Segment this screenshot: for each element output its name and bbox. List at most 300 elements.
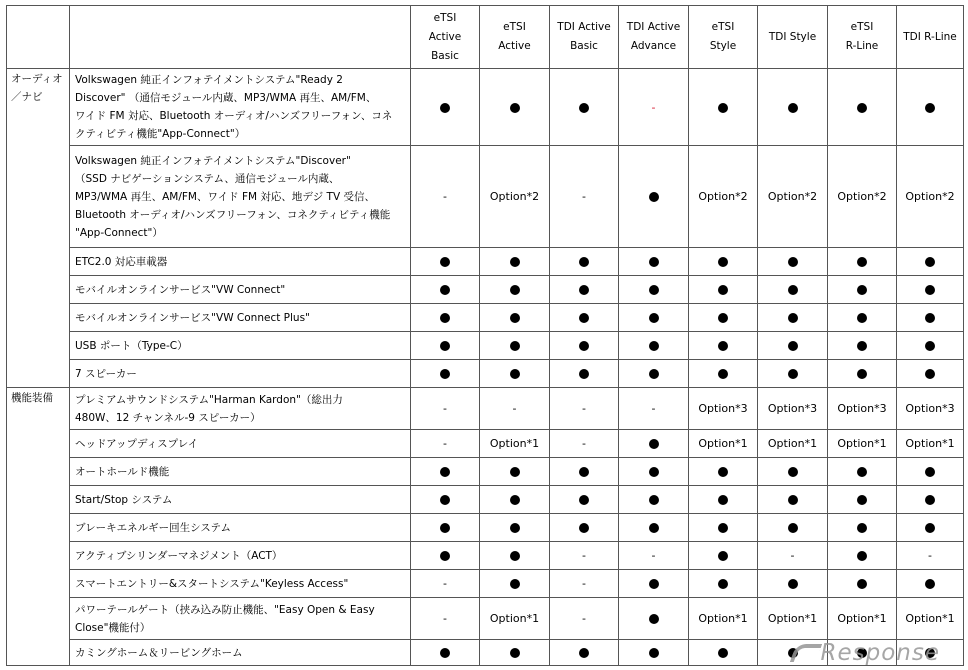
not-available-dash: - bbox=[651, 549, 656, 562]
value-cell bbox=[411, 598, 480, 640]
table-row bbox=[7, 486, 964, 514]
value-cell bbox=[828, 304, 897, 332]
option-label: Option*1 bbox=[489, 612, 540, 625]
standard-dot-icon bbox=[788, 495, 798, 505]
column-header bbox=[689, 6, 758, 69]
value-cell bbox=[689, 360, 758, 388]
table-row bbox=[7, 458, 964, 486]
standard-dot-icon bbox=[649, 523, 659, 533]
value-cell bbox=[550, 542, 619, 570]
value-cell bbox=[619, 486, 689, 514]
standard-dot-icon bbox=[510, 341, 520, 351]
standard-dot-icon bbox=[925, 313, 935, 323]
standard-dot-icon bbox=[649, 192, 659, 202]
option-label: Option*1 bbox=[837, 612, 887, 625]
standard-dot-icon bbox=[857, 313, 867, 323]
value-cell bbox=[689, 598, 758, 640]
standard-dot-icon bbox=[718, 551, 728, 561]
not-available-dash: - bbox=[582, 612, 586, 625]
standard-dot-icon bbox=[440, 551, 450, 561]
value-cell bbox=[828, 69, 897, 146]
column-header-line: Active bbox=[498, 40, 531, 52]
value-cell bbox=[689, 69, 758, 146]
value-cell bbox=[897, 514, 964, 542]
column-header-line: TDI R-Line bbox=[903, 30, 957, 43]
value-cell bbox=[411, 69, 480, 146]
value-cell bbox=[480, 640, 550, 666]
value-cell bbox=[619, 458, 689, 486]
value-cell bbox=[897, 146, 964, 248]
value-cell bbox=[550, 304, 619, 332]
standard-dot-icon bbox=[925, 369, 935, 379]
standard-dot-icon bbox=[718, 369, 728, 379]
value-cell bbox=[689, 640, 758, 666]
standard-dot-icon bbox=[925, 285, 935, 295]
value-cell bbox=[828, 542, 897, 570]
value-cell bbox=[897, 458, 964, 486]
table-row bbox=[7, 304, 964, 332]
standard-dot-icon bbox=[649, 313, 659, 323]
value-cell bbox=[480, 598, 550, 640]
standard-dot-icon bbox=[510, 551, 520, 561]
standard-dot-icon bbox=[579, 523, 589, 533]
value-cell bbox=[828, 514, 897, 542]
value-cell bbox=[758, 542, 828, 570]
standard-dot-icon bbox=[718, 285, 728, 295]
standard-dot-icon bbox=[718, 257, 728, 267]
column-header-line: eTSI bbox=[850, 21, 874, 33]
value-cell bbox=[758, 276, 828, 304]
option-label: Option*2 bbox=[489, 190, 540, 203]
value-cell bbox=[550, 430, 619, 458]
option-label: Option*1 bbox=[698, 612, 748, 625]
value-cell bbox=[480, 388, 550, 430]
value-cell bbox=[480, 248, 550, 276]
standard-dot-icon bbox=[510, 495, 520, 505]
value-cell bbox=[897, 388, 964, 430]
standard-dot-icon bbox=[857, 467, 867, 477]
value-cell bbox=[828, 430, 897, 458]
value-cell bbox=[550, 146, 619, 248]
not-available-dash: - bbox=[651, 100, 656, 114]
value-cell bbox=[619, 332, 689, 360]
option-label: Option*1 bbox=[905, 612, 955, 625]
standard-dot-icon bbox=[788, 341, 798, 351]
value-cell bbox=[411, 458, 480, 486]
standard-dot-icon bbox=[718, 579, 728, 589]
feature-name: プレミアムサウンドシステム"Harman Kardon"（総出力 480W、12 チャンネル-9 スピーカー） bbox=[70, 388, 411, 430]
value-cell bbox=[828, 360, 897, 388]
option-label: Option*2 bbox=[767, 190, 818, 203]
value-cell bbox=[897, 276, 964, 304]
value-cell bbox=[758, 69, 828, 146]
not-available-dash: - bbox=[443, 612, 447, 625]
value-cell bbox=[411, 430, 480, 458]
value-cell bbox=[411, 332, 480, 360]
not-available-dash: - bbox=[582, 437, 586, 450]
value-cell bbox=[758, 514, 828, 542]
table-row bbox=[7, 570, 964, 598]
standard-dot-icon bbox=[857, 369, 867, 379]
table-row bbox=[7, 248, 964, 276]
standard-dot-icon bbox=[925, 103, 935, 113]
standard-dot-icon bbox=[649, 579, 659, 589]
standard-dot-icon bbox=[579, 257, 589, 267]
value-cell bbox=[758, 430, 828, 458]
value-cell bbox=[689, 276, 758, 304]
option-label: Option*3 bbox=[837, 402, 887, 415]
table-row bbox=[7, 542, 964, 570]
value-cell bbox=[689, 430, 758, 458]
value-cell bbox=[897, 430, 964, 458]
feature-name: スマートエントリー&スタートシステム"Keyless Access" bbox=[70, 570, 411, 598]
value-cell bbox=[897, 332, 964, 360]
standard-dot-icon bbox=[788, 523, 798, 533]
value-cell bbox=[550, 640, 619, 666]
column-header-line: TDI Active bbox=[626, 21, 681, 33]
not-available-dash: - bbox=[443, 190, 447, 203]
table-row bbox=[7, 69, 964, 146]
column-header-line: eTSI bbox=[503, 21, 526, 33]
table-row bbox=[7, 276, 964, 304]
standard-dot-icon bbox=[510, 257, 520, 267]
standard-dot-icon bbox=[925, 341, 935, 351]
value-cell bbox=[411, 570, 480, 598]
value-cell bbox=[411, 304, 480, 332]
table-row bbox=[7, 388, 964, 430]
value-cell bbox=[897, 360, 964, 388]
column-header-line: Active bbox=[428, 30, 462, 43]
standard-dot-icon bbox=[510, 369, 520, 379]
value-cell bbox=[480, 360, 550, 388]
value-cell bbox=[828, 248, 897, 276]
value-cell bbox=[480, 304, 550, 332]
standard-dot-icon bbox=[925, 579, 935, 589]
value-cell bbox=[550, 458, 619, 486]
value-cell bbox=[619, 69, 689, 146]
standard-dot-icon bbox=[788, 579, 798, 589]
value-cell bbox=[480, 146, 550, 248]
value-cell bbox=[689, 458, 758, 486]
option-label: Option*2 bbox=[905, 190, 955, 203]
standard-dot-icon bbox=[510, 313, 520, 323]
value-cell bbox=[411, 360, 480, 388]
standard-dot-icon bbox=[440, 285, 450, 295]
standard-dot-icon bbox=[510, 648, 520, 658]
value-cell bbox=[480, 514, 550, 542]
value-cell bbox=[828, 388, 897, 430]
value-cell bbox=[411, 146, 480, 248]
column-header bbox=[828, 6, 897, 69]
value-cell bbox=[828, 458, 897, 486]
response-watermark bbox=[793, 640, 941, 666]
value-cell bbox=[480, 276, 550, 304]
value-cell bbox=[411, 388, 480, 430]
standard-dot-icon bbox=[510, 285, 520, 295]
value-cell bbox=[689, 542, 758, 570]
value-cell bbox=[897, 542, 964, 570]
standard-dot-icon bbox=[649, 439, 659, 449]
value-cell bbox=[480, 430, 550, 458]
spec-table bbox=[6, 5, 964, 666]
feature-name: ブレーキエネルギー回生システム bbox=[70, 514, 411, 542]
value-cell bbox=[689, 304, 758, 332]
value-cell bbox=[758, 304, 828, 332]
standard-dot-icon bbox=[440, 523, 450, 533]
standard-dot-icon bbox=[718, 495, 728, 505]
value-cell bbox=[897, 486, 964, 514]
standard-dot-icon bbox=[649, 257, 659, 267]
not-available-dash: - bbox=[582, 549, 586, 562]
value-cell bbox=[550, 598, 619, 640]
value-cell bbox=[689, 248, 758, 276]
value-cell bbox=[550, 514, 619, 542]
column-header bbox=[758, 6, 828, 69]
value-cell bbox=[897, 570, 964, 598]
standard-dot-icon bbox=[440, 313, 450, 323]
standard-dot-icon bbox=[925, 523, 935, 533]
value-cell bbox=[550, 570, 619, 598]
table-row bbox=[7, 360, 964, 388]
header-category-blank bbox=[7, 6, 70, 69]
value-cell bbox=[619, 570, 689, 598]
standard-dot-icon bbox=[788, 257, 798, 267]
value-cell bbox=[758, 146, 828, 248]
header-feature-blank bbox=[70, 6, 411, 69]
standard-dot-icon bbox=[649, 369, 659, 379]
standard-dot-icon bbox=[440, 341, 450, 351]
value-cell bbox=[619, 146, 689, 248]
standard-dot-icon bbox=[649, 495, 659, 505]
column-header-line: TDI Active bbox=[557, 21, 611, 33]
standard-dot-icon bbox=[440, 103, 450, 113]
standard-dot-icon bbox=[579, 103, 589, 113]
value-cell bbox=[828, 332, 897, 360]
value-cell bbox=[758, 248, 828, 276]
column-header bbox=[619, 6, 689, 69]
feature-name: アクティブシリンダーマネジメント（ACT） bbox=[70, 542, 411, 570]
value-cell bbox=[411, 640, 480, 666]
value-cell bbox=[550, 248, 619, 276]
value-cell bbox=[758, 332, 828, 360]
standard-dot-icon bbox=[925, 467, 935, 477]
value-cell bbox=[897, 248, 964, 276]
standard-dot-icon bbox=[440, 467, 450, 477]
feature-name: モバイルオンラインサービス"VW Connect Plus" bbox=[70, 304, 411, 332]
value-cell bbox=[758, 458, 828, 486]
standard-dot-icon bbox=[510, 103, 520, 113]
standard-dot-icon bbox=[857, 285, 867, 295]
value-cell bbox=[828, 486, 897, 514]
value-cell bbox=[619, 640, 689, 666]
value-cell bbox=[550, 332, 619, 360]
value-cell bbox=[619, 430, 689, 458]
value-cell bbox=[411, 514, 480, 542]
column-header-line: eTSI bbox=[433, 11, 457, 24]
standard-dot-icon bbox=[579, 467, 589, 477]
standard-dot-icon bbox=[579, 369, 589, 379]
value-cell bbox=[619, 360, 689, 388]
value-cell bbox=[480, 486, 550, 514]
not-available-dash: - bbox=[512, 402, 517, 415]
standard-dot-icon bbox=[857, 495, 867, 505]
standard-dot-icon bbox=[857, 257, 867, 267]
header-row bbox=[7, 6, 964, 69]
not-available-dash: - bbox=[443, 437, 447, 450]
standard-dot-icon bbox=[579, 495, 589, 505]
value-cell bbox=[689, 388, 758, 430]
value-cell bbox=[480, 458, 550, 486]
column-header bbox=[411, 6, 480, 69]
column-header-line: Basic bbox=[431, 49, 459, 62]
option-label: Option*1 bbox=[767, 612, 818, 625]
value-cell bbox=[828, 146, 897, 248]
option-label: Option*2 bbox=[837, 190, 887, 203]
column-header-line: R-Line bbox=[845, 40, 879, 52]
value-cell bbox=[619, 542, 689, 570]
column-header-line: Basic bbox=[570, 40, 598, 52]
value-cell bbox=[480, 570, 550, 598]
option-label: Option*3 bbox=[767, 402, 818, 415]
standard-dot-icon bbox=[649, 285, 659, 295]
option-label: Option*2 bbox=[698, 190, 748, 203]
value-cell bbox=[897, 598, 964, 640]
column-header-line: TDI Style bbox=[768, 30, 817, 43]
value-cell bbox=[411, 276, 480, 304]
standard-dot-icon bbox=[579, 341, 589, 351]
standard-dot-icon bbox=[510, 523, 520, 533]
not-available-dash: - bbox=[582, 402, 586, 415]
column-header-line: Style bbox=[709, 40, 737, 52]
standard-dot-icon bbox=[788, 467, 798, 477]
value-cell bbox=[758, 598, 828, 640]
not-available-dash: - bbox=[443, 402, 447, 415]
standard-dot-icon bbox=[718, 648, 728, 658]
standard-dot-icon bbox=[925, 257, 935, 267]
standard-dot-icon bbox=[440, 648, 450, 658]
feature-name: Start/Stop システム bbox=[70, 486, 411, 514]
value-cell bbox=[619, 598, 689, 640]
standard-dot-icon bbox=[510, 467, 520, 477]
not-available-dash: - bbox=[443, 577, 447, 590]
standard-dot-icon bbox=[579, 285, 589, 295]
standard-dot-icon bbox=[788, 103, 798, 113]
feature-name: Volkswagen 純正インフォテイメントシステム"Ready 2 Discover" （通信モジュール内蔵、MP3/WMA 再生、AM/FM、 ワイド FM 対応、Bluetooth オーディオ/ハンズフリーフォン、コネ クティビティ機能"App-Connect"） bbox=[70, 69, 411, 146]
value-cell bbox=[689, 486, 758, 514]
value-cell bbox=[411, 542, 480, 570]
feature-name: ETC2.0 対応車載器 bbox=[70, 248, 411, 276]
category-label: 機能装備 bbox=[7, 388, 70, 666]
column-header bbox=[480, 6, 550, 69]
value-cell bbox=[758, 486, 828, 514]
value-cell bbox=[411, 486, 480, 514]
standard-dot-icon bbox=[649, 341, 659, 351]
value-cell bbox=[689, 146, 758, 248]
standard-dot-icon bbox=[857, 579, 867, 589]
option-label: Option*1 bbox=[905, 437, 955, 450]
standard-dot-icon bbox=[718, 467, 728, 477]
standard-dot-icon bbox=[718, 103, 728, 113]
value-cell bbox=[828, 570, 897, 598]
feature-name: オートホールド機能 bbox=[70, 458, 411, 486]
not-available-dash: - bbox=[790, 549, 795, 562]
not-available-dash: - bbox=[651, 402, 656, 415]
value-cell bbox=[689, 514, 758, 542]
standard-dot-icon bbox=[857, 341, 867, 351]
standard-dot-icon bbox=[925, 495, 935, 505]
response-logo-icon bbox=[789, 644, 822, 662]
value-cell bbox=[619, 276, 689, 304]
feature-name: パワーテールゲート（挟み込み防止機能、"Easy Open & Easy Close"機能付） bbox=[70, 598, 411, 640]
value-cell bbox=[480, 332, 550, 360]
standard-dot-icon bbox=[788, 285, 798, 295]
table-row bbox=[7, 514, 964, 542]
table-row bbox=[7, 598, 964, 640]
feature-name: 7 スピーカー bbox=[70, 360, 411, 388]
standard-dot-icon bbox=[857, 551, 867, 561]
option-label: Option*3 bbox=[905, 402, 955, 415]
column-header-line: eTSI bbox=[711, 21, 735, 33]
standard-dot-icon bbox=[440, 369, 450, 379]
standard-dot-icon bbox=[718, 341, 728, 351]
value-cell bbox=[619, 514, 689, 542]
not-available-dash: - bbox=[582, 577, 586, 590]
option-label: Option*3 bbox=[698, 402, 748, 415]
standard-dot-icon bbox=[788, 369, 798, 379]
value-cell bbox=[828, 598, 897, 640]
standard-dot-icon bbox=[440, 257, 450, 267]
not-available-dash: - bbox=[582, 190, 586, 203]
standard-dot-icon bbox=[857, 523, 867, 533]
standard-dot-icon bbox=[788, 313, 798, 323]
value-cell bbox=[619, 304, 689, 332]
option-label: Option*1 bbox=[698, 437, 748, 450]
standard-dot-icon bbox=[579, 648, 589, 658]
feature-name: カミングホーム＆リービングホーム bbox=[70, 640, 411, 666]
feature-name: モバイルオンラインサービス"VW Connect" bbox=[70, 276, 411, 304]
value-cell bbox=[480, 542, 550, 570]
value-cell bbox=[550, 388, 619, 430]
feature-name: Volkswagen 純正インフォテイメントシステム"Discover" （SSD ナビゲーションシステム、通信モジュール内蔵、 MP3/WMA 再生、AM/FM、ワイド FM 対応、地デジ TV 受信、 Bluetooth オーディオ/ハンズフリーフォン、コネクティビティ機能 "App-Connect"） bbox=[70, 146, 411, 248]
value-cell bbox=[480, 69, 550, 146]
standard-dot-icon bbox=[649, 648, 659, 658]
table-row bbox=[7, 430, 964, 458]
value-cell bbox=[550, 276, 619, 304]
standard-dot-icon bbox=[857, 103, 867, 113]
watermark-text: Response bbox=[820, 640, 940, 666]
standard-dot-icon bbox=[510, 579, 520, 589]
feature-name: USB ポート（Type-C） bbox=[70, 332, 411, 360]
value-cell bbox=[411, 248, 480, 276]
value-cell bbox=[828, 276, 897, 304]
standard-dot-icon bbox=[718, 313, 728, 323]
value-cell bbox=[550, 486, 619, 514]
value-cell bbox=[758, 388, 828, 430]
value-cell bbox=[619, 388, 689, 430]
value-cell bbox=[550, 69, 619, 146]
column-header-line: Advance bbox=[630, 40, 677, 52]
standard-dot-icon bbox=[579, 313, 589, 323]
value-cell bbox=[758, 360, 828, 388]
feature-name: ヘッドアップディスプレイ bbox=[70, 430, 411, 458]
column-header bbox=[550, 6, 619, 69]
value-cell bbox=[689, 570, 758, 598]
column-header bbox=[897, 6, 964, 69]
table-row bbox=[7, 332, 964, 360]
value-cell bbox=[897, 69, 964, 146]
not-available-dash: - bbox=[928, 549, 932, 562]
option-label: Option*1 bbox=[489, 437, 540, 450]
